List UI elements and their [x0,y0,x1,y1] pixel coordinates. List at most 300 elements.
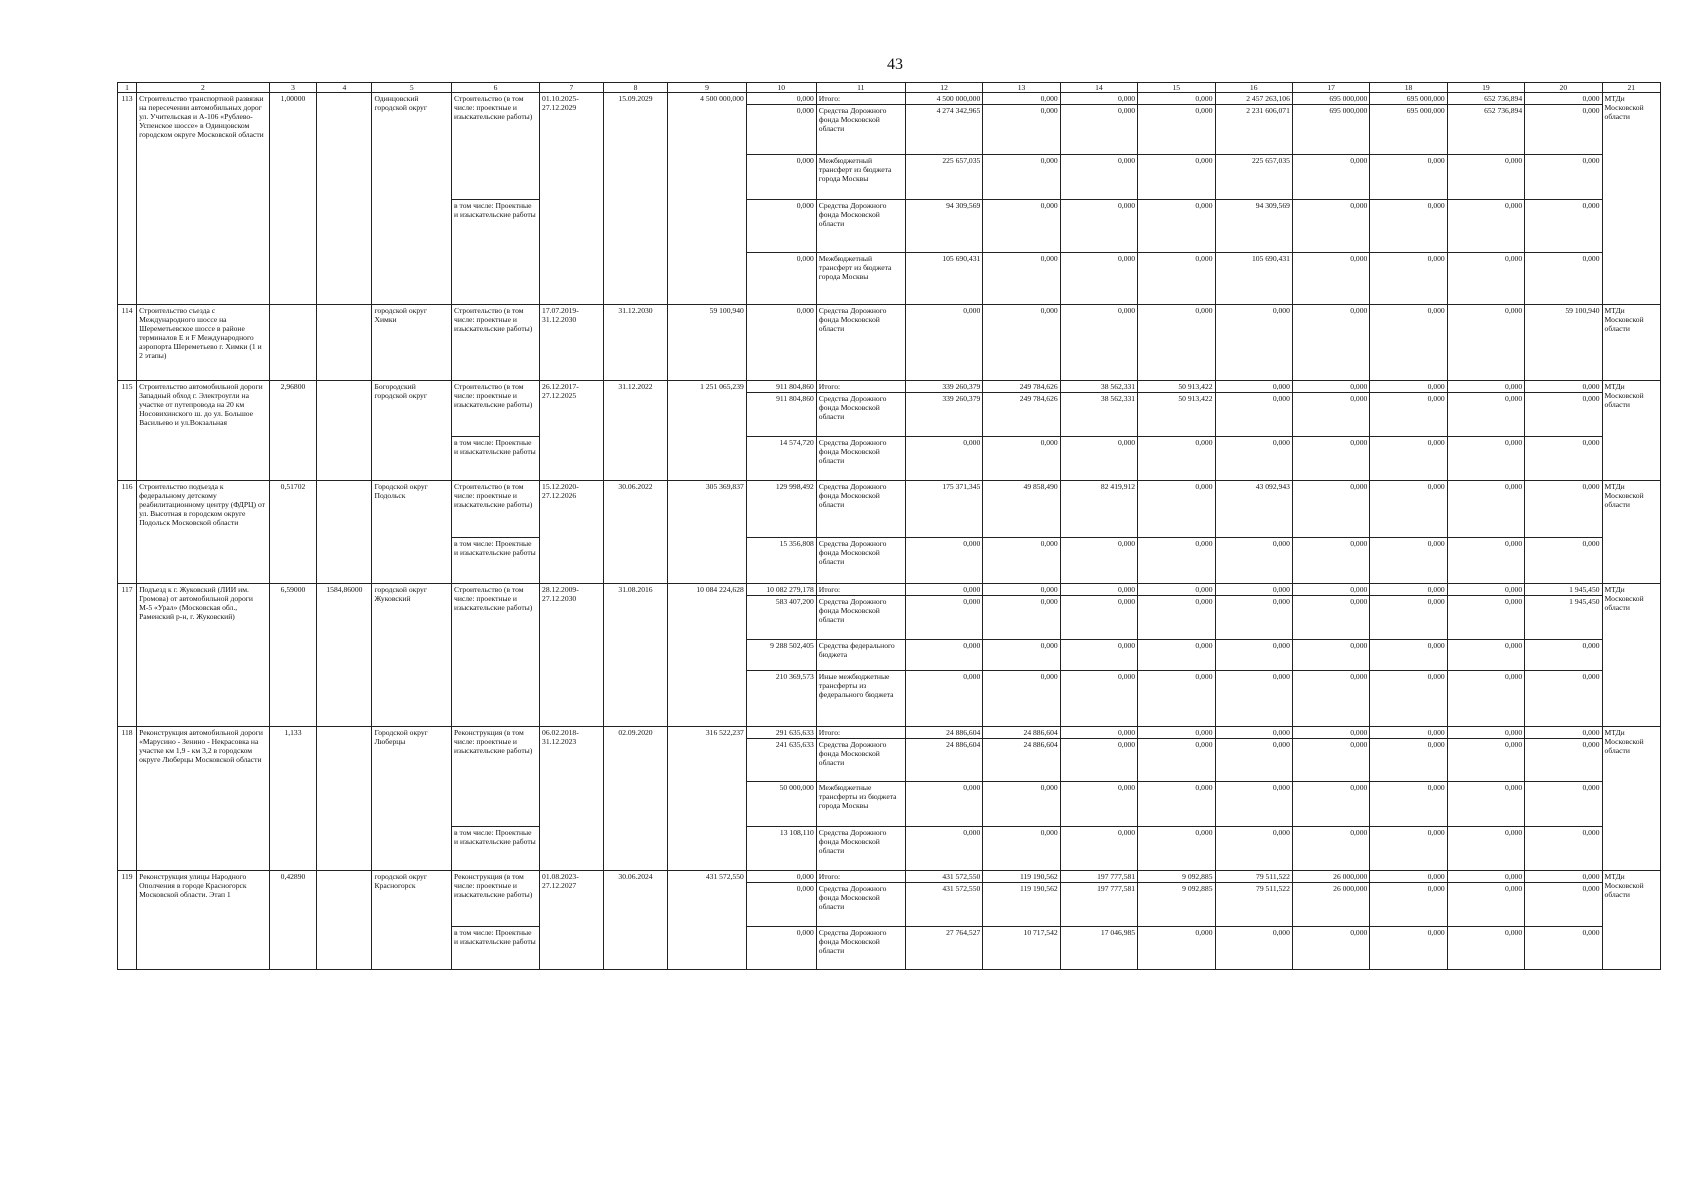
page-number: 43 [887,56,903,73]
year-amount: 0,000 [1138,671,1215,727]
executor: МТДи Московской области [1602,871,1660,970]
work-type-design: в том числе: Проектные и изыскательские работы [452,538,540,584]
year-amount: 9 092,885 [1138,871,1215,883]
row-number: 115 [118,381,137,481]
object-name: Подъезд к г. Жуковский (ЛИИ им. Громова) от автомобильной дороги М-5 «Урал» (Московская обл., Раменский р-н, г. Жуковский) [137,584,270,727]
row-number: 118 [118,727,137,871]
total-cost: 10 084 224,628 [668,584,746,727]
year-amount: 0,000 [1215,927,1292,970]
year-amount: 0,000 [1292,739,1369,782]
total-cost: 316 522,237 [668,727,746,871]
year-amount: 0,000 [983,596,1060,640]
financed-before: 0,000 [746,253,816,305]
year-amount: 0,000 [1447,393,1524,437]
year-amount: 0,000 [1447,538,1524,584]
column-header: 7 [540,83,604,93]
year-amount: 0,000 [1138,782,1215,827]
column-header: 12 [905,83,982,93]
funding-source: Средства Дорожного фонда Московской области [816,538,905,584]
year-amount: 0,000 [983,305,1060,381]
year-amount: 0,000 [905,596,982,640]
year-amount: 0,000 [905,437,982,481]
capacity-value-2 [317,93,372,305]
year-amount: 0,000 [1138,739,1215,782]
year-amount: 0,000 [1447,883,1524,927]
year-amount: 0,000 [983,437,1060,481]
year-amount: 0,000 [1370,671,1447,727]
year-amount: 82 419,912 [1060,481,1137,538]
year-amount: 50 913,422 [1138,381,1215,393]
year-amount: 0,000 [1138,584,1215,596]
program-table [117,82,1661,970]
funding-source: Средства федерального бюджета [816,640,905,671]
work-type: Строительство (в том числе: проектные и изыскательские работы) [452,481,540,538]
column-number-row [118,83,1661,93]
year-amount: 0,000 [983,671,1060,727]
year-amount: 0,000 [1060,538,1137,584]
funding-source: Средства Дорожного фонда Московской области [816,481,905,538]
year-amount: 0,000 [1525,538,1602,584]
year-amount: 0,000 [1215,727,1292,739]
financed-before: 50 000,000 [746,782,816,827]
funding-source: Итого: [816,871,905,883]
year-amount: 26 000,000 [1292,883,1369,927]
year-amount: 0,000 [1060,155,1137,200]
municipality: городской округ Жуковский [372,584,452,727]
year-amount: 0,000 [1447,381,1524,393]
year-amount: 0,000 [1292,927,1369,970]
row-number: 119 [118,871,137,970]
table-row [118,305,1661,381]
year-amount: 0,000 [1370,640,1447,671]
year-amount: 0,000 [983,584,1060,596]
financed-before: 0,000 [746,155,816,200]
period: 17.07.2019-31.12.2030 [540,305,604,381]
capacity-value: 6,59000 [269,584,317,727]
year-amount: 0,000 [1060,727,1137,739]
year-amount: 0,000 [983,105,1060,155]
year-amount: 0,000 [1525,481,1602,538]
column-header: 4 [317,83,372,93]
year-amount: 0,000 [1447,871,1524,883]
year-amount: 94 309,569 [1215,200,1292,253]
year-amount: 0,000 [983,253,1060,305]
period: 01.08.2023-27.12.2027 [540,871,604,970]
year-amount: 0,000 [1370,596,1447,640]
financed-before: 291 635,633 [746,727,816,739]
year-amount: 0,000 [1215,584,1292,596]
capacity-value-2 [317,305,372,381]
year-amount: 27 764,527 [905,927,982,970]
financed-before: 0,000 [746,927,816,970]
year-amount: 0,000 [1525,782,1602,827]
year-amount: 0,000 [1138,596,1215,640]
column-header: 13 [983,83,1060,93]
year-amount: 0,000 [1447,481,1524,538]
year-amount: 0,000 [1060,105,1137,155]
year-amount: 24 886,604 [905,739,982,782]
year-amount: 79 511,522 [1215,883,1292,927]
financed-before: 911 804,860 [746,381,816,393]
year-amount: 105 690,431 [1215,253,1292,305]
year-amount: 26 000,000 [1292,871,1369,883]
year-amount: 0,000 [1370,827,1447,871]
funding-source: Итого: [816,93,905,105]
total-cost: 1 251 065,239 [668,381,746,481]
year-amount: 0,000 [1292,727,1369,739]
year-amount: 0,000 [1060,596,1137,640]
funding-source: Средства Дорожного фонда Московской области [816,437,905,481]
year-amount: 249 784,626 [983,393,1060,437]
year-amount: 0,000 [1370,155,1447,200]
year-amount: 0,000 [1525,381,1602,393]
year-amount: 10 717,542 [983,927,1060,970]
year-amount: 0,000 [1138,538,1215,584]
year-amount: 0,000 [905,538,982,584]
year-amount: 0,000 [1370,782,1447,827]
funding-source: Межбюджетный трансферт из бюджета города Москвы [816,155,905,200]
column-header: 9 [668,83,746,93]
year-amount: 0,000 [1447,827,1524,871]
funding-source: Итого: [816,727,905,739]
year-amount: 0,000 [1447,155,1524,200]
year-amount: 0,000 [1447,200,1524,253]
year-amount: 0,000 [1215,739,1292,782]
commissioning-date: 30.06.2024 [603,871,668,970]
year-amount: 0,000 [1292,640,1369,671]
year-amount: 0,000 [1525,739,1602,782]
financed-before: 0,000 [746,105,816,155]
work-type: Строительство (в том числе: проектные и изыскательские работы) [452,305,540,381]
year-amount: 0,000 [1370,393,1447,437]
object-name: Строительство съезда с Международного шоссе на Шереметьевское шоссе в районе терминалов E и F Международного аэропорта Шереметьево г. Химки (1 и 2 этапы) [137,305,270,381]
year-amount: 0,000 [1292,596,1369,640]
funding-source: Итого: [816,584,905,596]
year-amount: 0,000 [983,640,1060,671]
financed-before: 14 574,720 [746,437,816,481]
year-amount: 0,000 [1370,481,1447,538]
year-amount: 0,000 [1138,105,1215,155]
column-header: 15 [1138,83,1215,93]
table-body [118,93,1661,970]
funding-source: Иные межбюджетные трансферты из федерального бюджета [816,671,905,727]
year-amount: 0,000 [1525,393,1602,437]
year-amount: 0,000 [983,827,1060,871]
year-amount: 197 777,581 [1060,883,1137,927]
year-amount: 0,000 [905,640,982,671]
capacity-value: 1,133 [269,727,317,871]
total-cost: 431 572,550 [668,871,746,970]
year-amount: 79 511,522 [1215,871,1292,883]
year-amount: 0,000 [1060,584,1137,596]
year-amount: 0,000 [905,782,982,827]
year-amount: 225 657,035 [905,155,982,200]
year-amount: 0,000 [1060,782,1137,827]
year-amount: 1 945,450 [1525,584,1602,596]
capacity-value-2 [317,871,372,970]
funding-source: Межбюджетный трансферт из бюджета города Москвы [816,253,905,305]
year-amount: 0,000 [1060,305,1137,381]
work-type-design: в том числе: Проектные и изыскательские работы [452,200,540,305]
year-amount: 0,000 [983,782,1060,827]
year-amount: 43 092,943 [1215,481,1292,538]
year-amount: 0,000 [1292,782,1369,827]
period: 28.12.2009-27.12.2030 [540,584,604,727]
year-amount: 0,000 [1370,883,1447,927]
year-amount: 4 500 000,000 [905,93,982,105]
year-amount: 0,000 [1060,739,1137,782]
year-amount: 0,000 [1215,437,1292,481]
object-name: Строительство транспортной развязки на пересечении автомобильных дорог ул. Учительская и А-106 «Рублево-Успенское шоссе» в Одинцовском городском округе Московской области [137,93,270,305]
year-amount: 0,000 [1292,671,1369,727]
year-amount: 652 736,894 [1447,105,1524,155]
funding-source: Средства Дорожного фонда Московской области [816,883,905,927]
year-amount: 0,000 [1138,200,1215,253]
column-header: 5 [372,83,452,93]
year-amount: 0,000 [1215,305,1292,381]
year-amount: 0,000 [1060,827,1137,871]
period: 15.12.2020-27.12.2026 [540,481,604,584]
table-row [118,584,1661,596]
total-cost: 59 100,940 [668,305,746,381]
column-header: 21 [1602,83,1660,93]
year-amount: 0,000 [1215,827,1292,871]
year-amount: 0,000 [1447,596,1524,640]
year-amount: 0,000 [1292,584,1369,596]
year-amount: 0,000 [1370,584,1447,596]
year-amount: 0,000 [1215,640,1292,671]
financed-before: 9 288 502,405 [746,640,816,671]
year-amount: 0,000 [1447,305,1524,381]
year-amount: 0,000 [1138,640,1215,671]
municipality: городской округ Химки [372,305,452,381]
year-amount: 0,000 [1292,437,1369,481]
executor: МТДи Московской области [1602,381,1660,481]
year-amount: 0,000 [1215,381,1292,393]
work-type: Реконструкция (в том числе: проектные и изыскательские работы) [452,727,540,827]
year-amount: 0,000 [1138,827,1215,871]
row-number: 116 [118,481,137,584]
year-amount: 17 046,985 [1060,927,1137,970]
year-amount: 0,000 [1138,437,1215,481]
year-amount: 0,000 [1370,200,1447,253]
financed-before: 911 804,860 [746,393,816,437]
capacity-value-2 [317,381,372,481]
year-amount: 119 190,562 [983,871,1060,883]
municipality: Одинцовский городской округ [372,93,452,305]
year-amount: 24 886,604 [905,727,982,739]
column-header: 8 [603,83,668,93]
municipality: Городской округ Люберцы [372,727,452,871]
year-amount: 0,000 [1525,105,1602,155]
capacity-value: 0,42890 [269,871,317,970]
year-amount: 0,000 [1525,883,1602,927]
year-amount: 0,000 [1525,871,1602,883]
year-amount: 225 657,035 [1215,155,1292,200]
object-name: Строительство автомобильной дороги Западный обход г. Электроугли на участке от путепровода на 20 км Носовихинского ш. до ул. Большое Васильево и ул.Вокзальная [137,381,270,481]
financed-before: 129 998,492 [746,481,816,538]
year-amount: 0,000 [1525,437,1602,481]
year-amount: 0,000 [1138,253,1215,305]
funding-source: Межбюджетные трансферты из бюджета города Москвы [816,782,905,827]
executor: МТДи Московской области [1602,481,1660,584]
financed-before: 0,000 [746,883,816,927]
funding-source: Средства Дорожного фонда Московской области [816,596,905,640]
year-amount: 695 000,000 [1370,93,1447,105]
year-amount: 0,000 [1138,927,1215,970]
year-amount: 0,000 [1525,253,1602,305]
column-header: 18 [1370,83,1447,93]
year-amount: 38 562,331 [1060,381,1137,393]
work-type: Строительство (в том числе: проектные и изыскательские работы) [452,93,540,200]
commissioning-date: 02.09.2020 [603,727,668,871]
year-amount: 0,000 [983,200,1060,253]
executor: МТДи Московской области [1602,93,1660,305]
year-amount: 0,000 [1292,200,1369,253]
column-header: 16 [1215,83,1292,93]
year-amount: 0,000 [1447,671,1524,727]
total-cost: 305 369,837 [668,481,746,584]
year-amount: 0,000 [1525,155,1602,200]
year-amount: 50 913,422 [1138,393,1215,437]
funding-source: Средства Дорожного фонда Московской области [816,305,905,381]
year-amount: 0,000 [1060,640,1137,671]
capacity-value: 0,51702 [269,481,317,584]
year-amount: 0,000 [1525,93,1602,105]
column-header: 20 [1525,83,1602,93]
year-amount: 94 309,569 [905,200,982,253]
year-amount: 0,000 [1447,584,1524,596]
object-name: Строительство подъезда к федеральному детскому реабилитационному центру (ФДРЦ) от ул. Высотная в городском округе Подольск Московской области [137,481,270,584]
work-type: Строительство (в том числе: проектные и изыскательские работы) [452,584,540,727]
year-amount: 0,000 [983,538,1060,584]
year-amount: 175 371,345 [905,481,982,538]
year-amount: 0,000 [1138,93,1215,105]
financed-before: 15 356,808 [746,538,816,584]
year-amount: 0,000 [1138,155,1215,200]
year-amount: 0,000 [1525,727,1602,739]
year-amount: 0,000 [1292,155,1369,200]
year-amount: 0,000 [1292,538,1369,584]
financed-before: 0,000 [746,871,816,883]
capacity-value [269,305,317,381]
year-amount: 0,000 [1370,437,1447,481]
funding-source: Итого: [816,381,905,393]
year-amount: 24 886,604 [983,739,1060,782]
year-amount: 0,000 [1292,393,1369,437]
work-type-design: в том числе: Проектные и изыскательские работы [452,927,540,970]
year-amount: 695 000,000 [1292,93,1369,105]
commissioning-date: 31.12.2022 [603,381,668,481]
table-row [118,481,1661,538]
year-amount: 0,000 [1215,782,1292,827]
year-amount: 0,000 [1292,827,1369,871]
column-header: 3 [269,83,317,93]
executor: МТДи Московской области [1602,584,1660,727]
commissioning-date: 31.08.2016 [603,584,668,727]
year-amount: 0,000 [1370,253,1447,305]
row-number: 114 [118,305,137,381]
year-amount: 0,000 [1525,927,1602,970]
year-amount: 0,000 [905,584,982,596]
year-amount: 0,000 [1370,381,1447,393]
column-header: 11 [816,83,905,93]
commissioning-date: 15.09.2029 [603,93,668,305]
funding-source: Средства Дорожного фонда Московской области [816,927,905,970]
year-amount: 0,000 [1525,671,1602,727]
year-amount: 695 000,000 [1370,105,1447,155]
municipality: городской округ Красногорск [372,871,452,970]
financed-before: 583 407,200 [746,596,816,640]
year-amount: 0,000 [1292,481,1369,538]
year-amount: 0,000 [905,827,982,871]
year-amount: 0,000 [1138,481,1215,538]
year-amount: 0,000 [1292,253,1369,305]
year-amount: 0,000 [1447,782,1524,827]
executor: МТДи Московской области [1602,727,1660,871]
year-amount: 0,000 [1060,437,1137,481]
year-amount: 431 572,550 [905,871,982,883]
column-header: 10 [746,83,816,93]
year-amount: 0,000 [1138,305,1215,381]
work-type-design: в том числе: Проектные и изыскательские работы [452,827,540,871]
financed-before: 10 082 279,178 [746,584,816,596]
financed-before: 0,000 [746,200,816,253]
row-number: 113 [118,93,137,305]
commissioning-date: 31.12.2030 [603,305,668,381]
capacity-value: 2,96800 [269,381,317,481]
year-amount: 119 190,562 [983,883,1060,927]
year-amount: 0,000 [1447,437,1524,481]
year-amount: 695 000,000 [1292,105,1369,155]
financed-before: 0,000 [746,305,816,381]
year-amount: 0,000 [1447,739,1524,782]
year-amount: 0,000 [1447,253,1524,305]
object-name: Реконструкция улицы Народного Ополчения в городе Красногорск Московской области. Этап 1 [137,871,270,970]
capacity-value: 1,00000 [269,93,317,305]
year-amount: 0,000 [983,155,1060,200]
year-amount: 0,000 [983,93,1060,105]
year-amount: 2 457 263,106 [1215,93,1292,105]
financed-before: 13 108,110 [746,827,816,871]
year-amount: 652 736,894 [1447,93,1524,105]
year-amount: 0,000 [905,305,982,381]
year-amount: 0,000 [1447,727,1524,739]
year-amount: 1 945,450 [1525,596,1602,640]
year-amount: 24 886,604 [983,727,1060,739]
funding-source: Средства Дорожного фонда Московской области [816,393,905,437]
year-amount: 0,000 [1215,393,1292,437]
capacity-value-2 [317,727,372,871]
year-amount: 0,000 [1060,93,1137,105]
period: 26.12.2017-27.12.2025 [540,381,604,481]
financed-before: 241 635,633 [746,739,816,782]
column-header: 1 [118,83,137,93]
year-amount: 0,000 [1138,727,1215,739]
period: 06.02.2018-31.12.2023 [540,727,604,871]
year-amount: 0,000 [1525,640,1602,671]
year-amount: 0,000 [1060,671,1137,727]
year-amount: 0,000 [1215,538,1292,584]
year-amount: 9 092,885 [1138,883,1215,927]
year-amount: 0,000 [1525,200,1602,253]
funding-source: Средства Дорожного фонда Московской области [816,105,905,155]
year-amount: 0,000 [905,671,982,727]
municipality: Богородский городской округ [372,381,452,481]
year-amount: 339 260,379 [905,393,982,437]
period: 01.10.2025-27.12.2029 [540,93,604,305]
object-name: Реконструкция автомобильной дороги «Марусино - Зенино - Некрасовка на участке км 1,9 - км 3,2 в городском округе Люберцы Московской области [137,727,270,871]
